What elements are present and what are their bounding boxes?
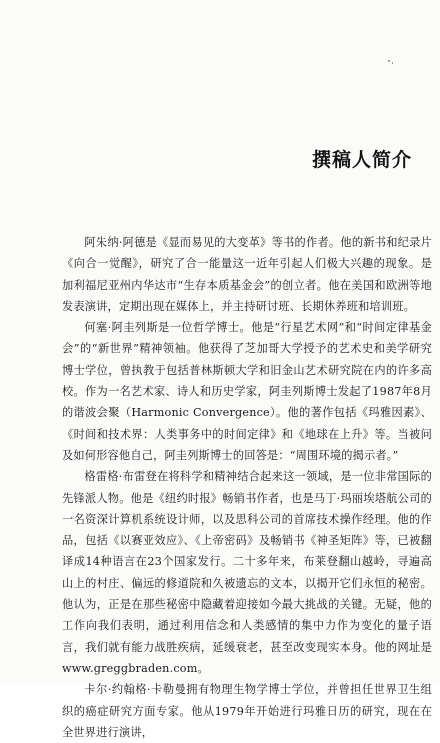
page-title: 撰稿人简介: [311, 149, 412, 171]
bio-paragraph: 卡尔·约翰格·卡勒曼拥有物理生物学博士学位，并曾担任世界卫生组织的癌症研究方面专家。他从1979年开始进行玛雅日历的研究，现在在全世界进行演讲，: [62, 683, 432, 739]
bio-paragraph: 格雷格·布雷登在将科学和精神结合起来这一领域，是一位非常国际的先锋派人物。他是《纽约时报》畅销书作者，也是马丁·玛丽埃塔航公司的一名资深计算机系统设计师，以及思科公司的首席技术操作经理。他的作品，包括《以赛亚效应》、《上帝密码》及畅销书《神圣矩阵》等，已被翻译成14种语言在23个国家发行。二十多年来，布莱登翻山越岭，寻遍高山上的村庄、偏远的修道院和久被遗忘的文本，以揭开它们永恒的秘密。他认为，正是在那些秘密中隐藏着迎接如今最大挑战的关键。无疑，他的工作向我们表明，通过利用信念和人类感情的集中力作为变化的量子语言，我们就有能力战胜疾病，延缓衰老，甚至改变现实本身。他的网址是www.greggbraden.com。: [62, 470, 432, 675]
contributors-text: [62, 232, 432, 743]
bio-paragraph: 何塞·阿圭列斯是一位哲学博士。他是“行星艺术网”和“时间定律基金会”的“新世界”精神领袖。他获得了芝加哥大学授予的艺术史和美学研究博士学位，曾执教于包括普林斯顿大学和旧金山艺术研究院在内的许多高校。作为一名艺术家、诗人和历史学家，阿圭列斯博士发起了1987年8月的谐波会聚（Harmonic Convergence）。他的著作包括《玛雅因素》、《时间和技术界：人类事务中的时间定律》和《地球在上升》等。当被问及如何形容他自己，阿圭列斯博士的回答是：“周围环境的揭示者。”: [62, 321, 432, 462]
paper-speck: [392, 62, 393, 64]
paper-speck: [388, 60, 390, 62]
bio-paragraph: 阿朱纳·阿德是《显而易见的大变革》等书的作者。他的新书和纪录片《向合一觉醒》，研究了合一能量这一近年引起人们极大兴趣的现象。是加利福尼亚州内华达市“生存本质基金会”的创立者。他在美国和欧洲等地发表演讲，定期出现在媒体上，并主持研讨班、长期休养班和培训班。: [62, 236, 432, 313]
